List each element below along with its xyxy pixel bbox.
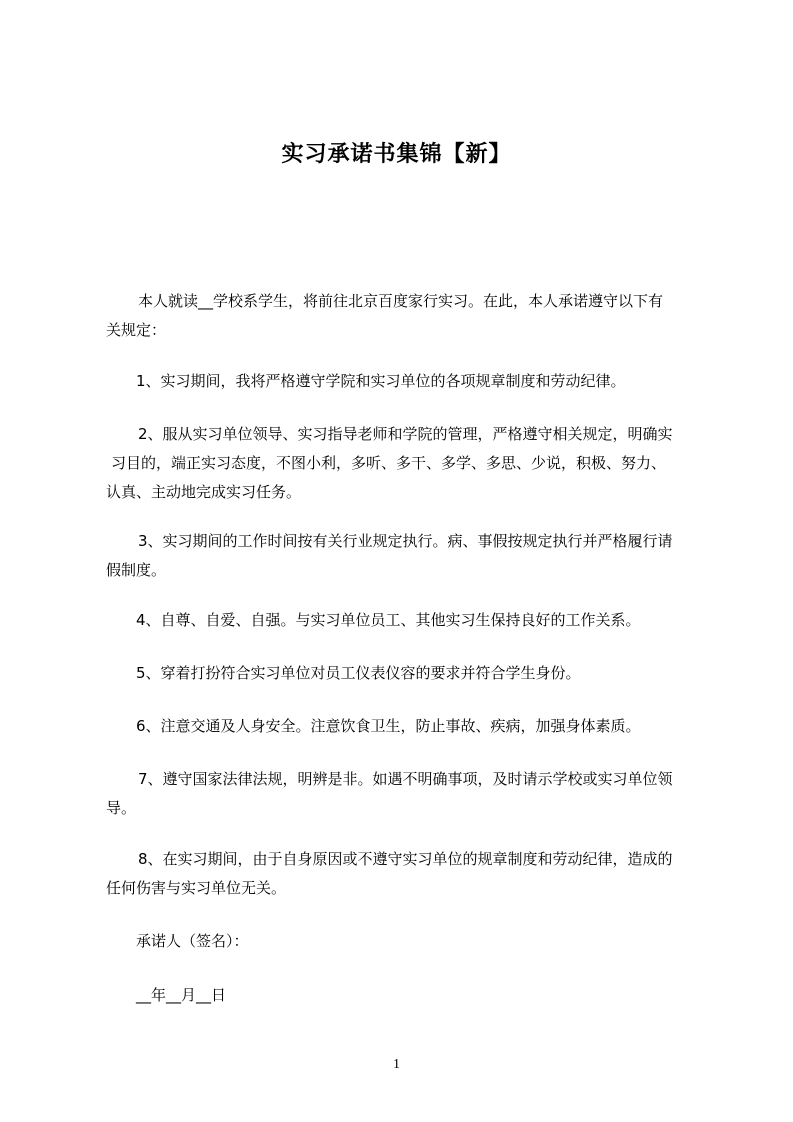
- intro-line-1: 本人就读__学校系学生，将前往北京百度家行实习。在此，本人承诺遵守以下有: [138, 292, 664, 310]
- clause-7-line-2: 导。: [106, 799, 137, 817]
- clause-7: [106, 765, 716, 823]
- clause-8-line-1: 8、在实习期间，由于自身原因或不遵守实习单位的规章制度和劳动纪律，造成的: [138, 850, 673, 868]
- clause-2-line-1: 2、服从实习单位领导、实习指导老师和学院的管理，严格遵守相关规定，明确实: [138, 425, 673, 443]
- signature-label: 承诺人（签名）：: [136, 932, 249, 950]
- date-block: [106, 981, 716, 1010]
- clause-2: [106, 420, 716, 507]
- clause-3-line-1: 3、实习期间的工作时间按有关行业规定执行。病、事假按规定执行并严格履行请: [138, 532, 673, 550]
- clause-8-line-2: 任何伤害与实习单位无关。: [106, 879, 287, 897]
- clause-4: [106, 606, 716, 635]
- clause-1: [106, 367, 716, 396]
- clause-1-line-1: 1、实习期间，我将严格遵守学院和实习单位的各项规章制度和劳动纪律。: [136, 372, 626, 390]
- document-title: 实习承诺书集锦【新】: [281, 142, 512, 167]
- clause-3: [106, 527, 716, 585]
- clause-6-line-1: 6、注意交通及人身安全。注意饮食卫生，防止事故、疾病，加强身体素质。: [136, 717, 641, 735]
- clause-7-line-1: 7、遵守国家法律法规，明辨是非。如遇不明确事项，及时请示学校或实习单位领: [138, 770, 673, 788]
- clause-4-line-1: 4、自尊、自爱、自强。与实习单位员工、其他实习生保持良好的工作关系。: [136, 611, 641, 629]
- date-line: __年__月__日: [136, 986, 227, 1004]
- clause-5-line-1: 5、穿着打扮符合实习单位对员工仪表仪容的要求并符合学生身份。: [136, 664, 581, 682]
- clause-2-line-3: 认真、主动地完成实习任务。: [106, 483, 302, 501]
- clause-3-line-2: 假制度。: [106, 561, 167, 579]
- clause-2-line-2: 习目的，端正实习态度，不图小利，多听、多干、多学、多思、少说，积极、努力、: [111, 454, 667, 472]
- signature-block: [106, 927, 716, 956]
- clause-6: [106, 712, 716, 741]
- clause-8: [106, 845, 716, 903]
- page-number: 1: [393, 1057, 400, 1072]
- clause-5: [106, 659, 716, 688]
- intro-paragraph: [106, 287, 716, 345]
- intro-line-2: 关规定：: [106, 321, 167, 339]
